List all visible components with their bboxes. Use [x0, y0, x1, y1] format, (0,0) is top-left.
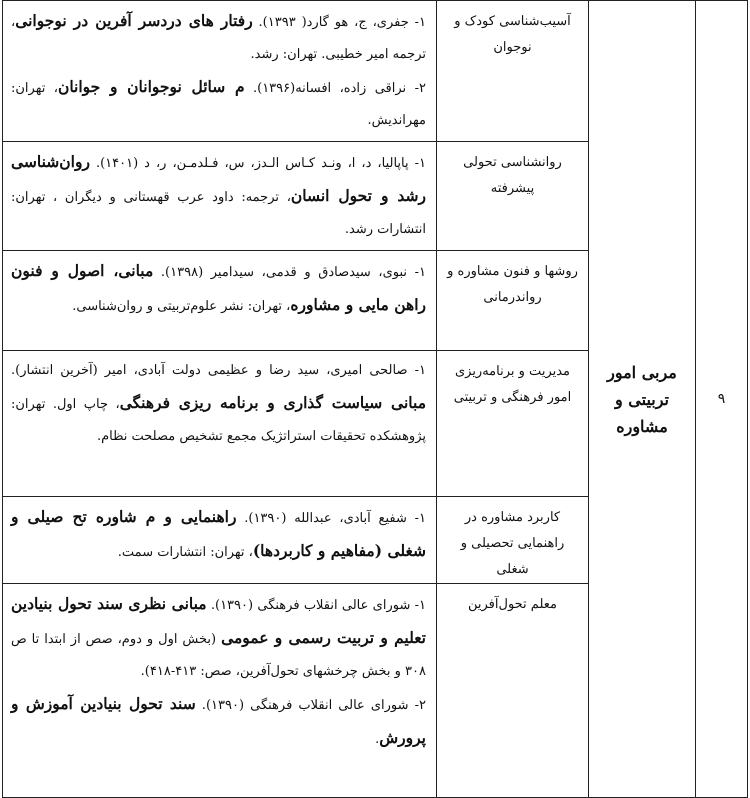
- reference-cell: [3, 351, 437, 497]
- reference-cell: [3, 497, 437, 584]
- reference-cell: [3, 1, 437, 142]
- reference-item: ۲- نراقی زاده، افسانه(۱۳۹۶). م سائل نوجوانان و جوانان، تهران: مهراندیش.: [11, 77, 426, 128]
- reference-item: ۱- پاپالیا، د، ا، ونـد کـاس الـدز، س، فـلدمـن، ر، د (۱۴۰۱). روان‌شناسی رشد و تحول انسان، ترجمه: داود عرب قهستانی و دیگران ، تهران: انتشارات رشد.: [11, 152, 427, 237]
- reference-item: ۱- شورای عالی انقلاب فرهنگی (۱۳۹۰). مبانی نظری سند تحول بنیادین تعلیم و تربیت رسمی و عمومی (بخش اول و دوم، صص از ابتدا تا ص ۳۰۸ و بخش چرخشهای تحول‌آفرین، صص: ۴۱۳-۴۱۸).: [11, 594, 426, 679]
- reference-item: ۱- جفری، ج، هو گارد( ۱۳۹۳). رفتار های دردسر آفرین در نوجوانی، ترجمه امیر خطیبی. تهران: رشد.: [11, 11, 426, 62]
- table-row: [3, 1, 748, 142]
- role-title: مربی امور تربیتی و مشاوره: [589, 1, 696, 798]
- course-name: مدیریت و برنامه‌ریزی امور فرهنگی و تربیتی: [437, 351, 589, 497]
- reference-cell: [3, 251, 437, 351]
- reference-cell: [3, 142, 437, 251]
- reference-item: ۱- نبوی، سیدصادق و قدمی، سیدامیر (۱۳۹۸). مبانی، اصول و فنون راهن مایی و مشاوره، تهران: نشر علوم‌تربیتی و روان‌شناسی.: [11, 261, 426, 314]
- course-name: روشها و فنون مشاوره و رواندرمانی: [437, 251, 589, 351]
- course-name: آسیب‌شناسی کودک و نوجوان: [437, 1, 589, 142]
- reference-cell: [3, 584, 437, 798]
- reference-item: ۲- شورای عالی انقلاب فرهنگی (۱۳۹۰). سند تحول بنیادین آموزش و پرورش.: [11, 694, 427, 747]
- row-number: ۹: [696, 1, 748, 798]
- course-name: روانشناسی تحولی پیشرفته: [437, 142, 589, 251]
- curriculum-table: [2, 0, 748, 798]
- course-name: کاربرد مشاوره در راهنمایی تحصیلی و شغلی: [437, 497, 589, 584]
- reference-item: ۱- شفیع آبادی، عبدالله (۱۳۹۰). راهنمایی و م شاوره تح صیلی و شغلی (مفاهیم و کاربردها)، تهران: انتشارات سمت.: [11, 507, 426, 560]
- reference-item: ۱- صالحی امیری، سید رضا و عظیمی دولت آبادی، امیر (آخرین انتشار). مبانی سیاست گذاری و برنامه ریزی فرهنگی، چاپ اول. تهران: پژوهشکده تحقیقات استراتژیک مجمع تشخیص مصلحت نظام.: [11, 363, 426, 444]
- course-name: معلم تحول‌آفرین: [437, 584, 589, 798]
